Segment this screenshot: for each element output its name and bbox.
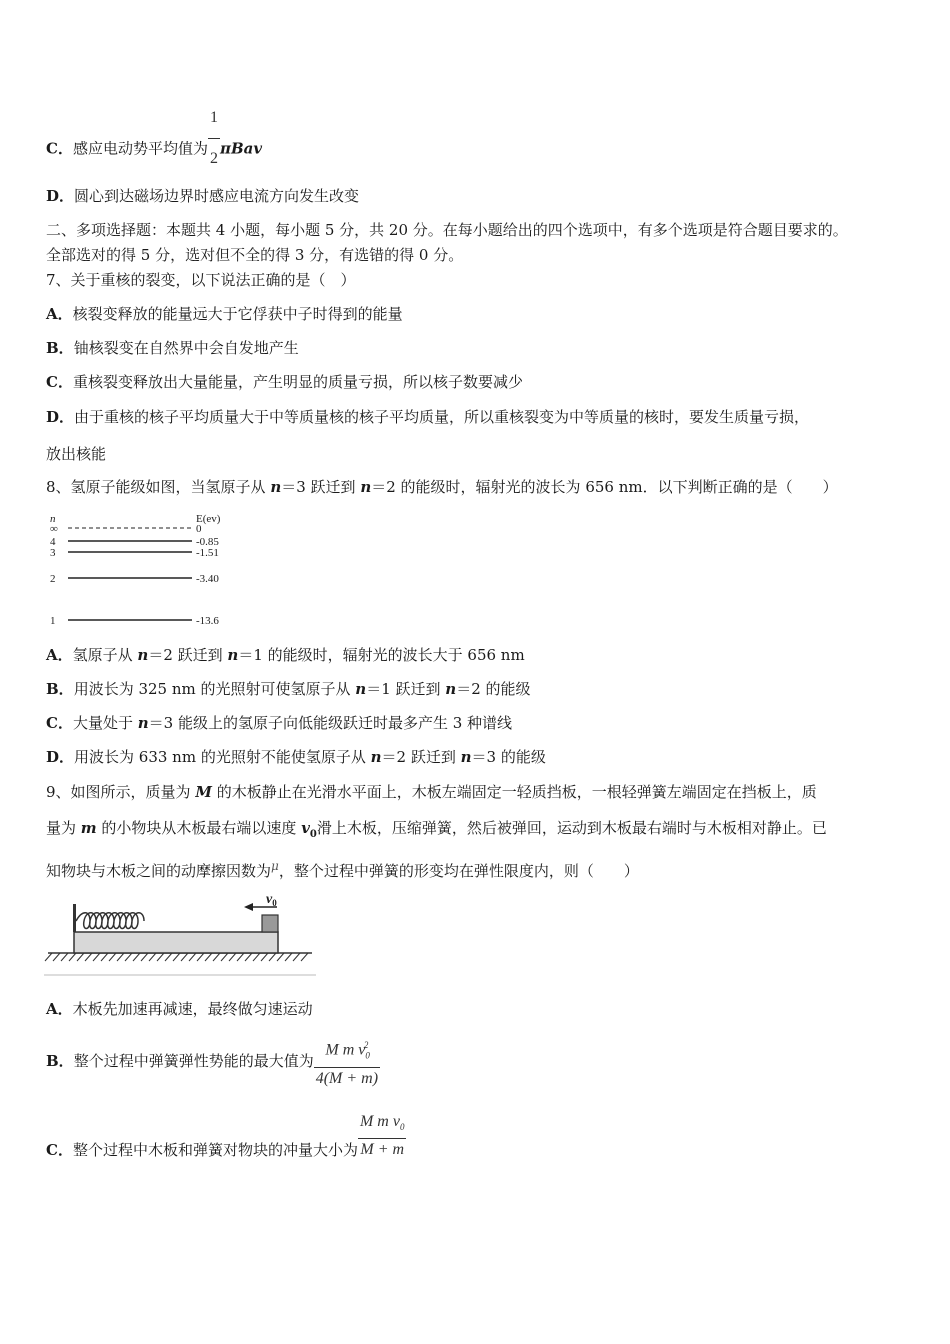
q8-stem: 8、氢原子能级如图，当氢原子从 n＝3 跃迁到 n＝2 的能级时，辐射光的波长为 656 nm．以下判断正确的是（ ） xyxy=(46,478,838,496)
q7-option-b xyxy=(46,338,299,358)
hatch-mark xyxy=(181,953,188,961)
level-n-label: ∞ xyxy=(50,523,58,535)
formula-tail: πBav xyxy=(219,139,263,158)
small-block xyxy=(262,915,278,932)
q7-option-c xyxy=(46,372,523,392)
option-label: A． xyxy=(46,305,73,323)
option-label: B． xyxy=(46,680,74,698)
q9-stem-line3: 知物块与木板之间的动摩擦因数为$^\mu$，整个过程中弹簧的形变均在弹性限度内，则（ ） xyxy=(46,859,639,880)
option-label: C． xyxy=(46,139,73,158)
section-heading-line1: 二、多项选择题：本题共 4 小题，每小题 5 分，共 20 分。在每小题给出的四个选项中，有多个选项是符合题目要求的。 xyxy=(46,221,848,239)
var-m: m xyxy=(80,819,97,837)
hatch-mark xyxy=(125,953,132,961)
q7-stem: 7、关于重核的裂变，以下说法正确的是（ ） xyxy=(46,271,356,289)
q8-option-c: C．大量处于 n＝3 能级上的氢原子向低能级跃迁时最多产生 3 种谱线 xyxy=(46,714,513,732)
section-heading-line2: 全部选对的得 5 分，选对但不全的得 3 分，有选错的得 0 分。 xyxy=(46,246,464,264)
var-mu: μ xyxy=(271,859,279,873)
option-label: A． xyxy=(46,646,73,664)
fraction-one-half: $\frac{1}{2}$ xyxy=(208,98,220,179)
option-label: D． xyxy=(46,408,75,426)
q9-option-b xyxy=(46,1032,380,1090)
hatch-mark xyxy=(237,953,244,961)
q9-stem-line1: 9、如图所示，质量为 M 的木板静止在光滑水平面上，木板左端固定一轻质挡板，一根轻弹簧左端固定在挡板上，质 xyxy=(46,783,817,801)
level-n-label: 4 xyxy=(50,536,56,548)
q6-option-d xyxy=(46,186,359,206)
option-label: B． xyxy=(46,1052,74,1070)
level-n-label: 1 xyxy=(50,615,56,627)
hatch-mark xyxy=(269,953,276,961)
hatch-mark xyxy=(61,953,68,961)
q7-option-a xyxy=(46,304,403,324)
wooden-board xyxy=(74,932,278,953)
fraction-numerator: M m $v_0$ xyxy=(359,1112,405,1133)
option-text: 整个过程中弹簧弹性势能的最大值为 xyxy=(73,1052,314,1070)
level-n-label: 3 xyxy=(50,547,56,559)
hatch-mark xyxy=(229,953,236,961)
fraction-numerator: M m $v_0^2$ xyxy=(325,1040,370,1061)
hatch-mark xyxy=(293,953,300,961)
option-text: 核裂变释放的能量远大于它俘获中子时得到的能量 xyxy=(72,305,403,323)
fraction-denominator: 4(M + m) xyxy=(314,1067,380,1090)
hatch-mark xyxy=(197,953,204,961)
level-energy-label: -0.85 xyxy=(196,536,219,548)
q8-option-d: D．用波长为 633 nm 的光照射不能使氢原子从 n＝2 跃迁到 n＝3 的能级 xyxy=(46,748,546,766)
q7-option-d xyxy=(46,407,809,427)
level-energy-label: 0 xyxy=(196,523,202,535)
var-v: v xyxy=(301,819,310,837)
option-label: D． xyxy=(46,748,75,766)
level-energy-label: -13.6 xyxy=(196,615,219,627)
option-label: B． xyxy=(46,339,74,357)
q9-option-c xyxy=(46,1112,406,1188)
option-text: 圆心到达磁场边界时感应电流方向发生改变 xyxy=(74,187,360,205)
level-energy-label: -1.51 xyxy=(196,547,219,559)
hatch-mark xyxy=(133,953,140,961)
option-text: 感应电动势平均值为 xyxy=(72,139,208,158)
hatch-mark xyxy=(277,953,284,961)
energy-level-diagram xyxy=(44,508,244,630)
hatch-mark xyxy=(253,953,260,961)
hatch-mark xyxy=(77,953,84,961)
ground-hatching xyxy=(45,953,308,961)
q9-option-a xyxy=(46,999,313,1019)
option-text: 由于重核的核子平均质量大于中等质量核的核子平均质量，所以重核裂变为中等质量的核时，要发生质量亏损， xyxy=(74,408,810,426)
board-spring-figure xyxy=(44,890,324,980)
n-axis-header: n xyxy=(50,513,56,525)
hatch-mark xyxy=(261,953,268,961)
hatch-mark xyxy=(205,953,212,961)
var-n: n xyxy=(270,478,282,496)
hatch-mark xyxy=(45,953,52,961)
energy-levels xyxy=(50,523,219,627)
hatch-mark xyxy=(69,953,76,961)
hatch-mark xyxy=(285,953,292,961)
hatch-mark xyxy=(221,953,228,961)
level-n-label: 2 xyxy=(50,573,56,585)
option-label: D． xyxy=(46,187,75,205)
q6-option-c xyxy=(46,109,263,179)
velocity-label: $v_0$ xyxy=(266,892,277,908)
arrow-head-icon xyxy=(244,903,253,911)
option-label: C． xyxy=(46,1141,73,1159)
hatch-mark xyxy=(245,953,252,961)
option-label: C． xyxy=(46,714,73,732)
q9-stem-line2: 量为 m 的小物块从木板最右端以速度 $v_0$滑上木板，压缩弹簧，然后被弹回，运动到木板最右端时与木板相对静止。已 xyxy=(46,819,827,840)
var-M: M xyxy=(195,783,212,801)
hatch-mark xyxy=(101,953,108,961)
hatch-mark xyxy=(141,953,148,961)
hatch-mark xyxy=(189,953,196,961)
hatch-mark xyxy=(85,953,92,961)
fraction-max-elastic-energy xyxy=(314,1034,380,1090)
energy-axis-header: E(ev) xyxy=(196,513,221,525)
hatch-mark xyxy=(109,953,116,961)
hatch-mark xyxy=(53,953,60,961)
option-label: C． xyxy=(46,373,73,391)
var-n: n xyxy=(360,478,372,496)
hatch-mark xyxy=(149,953,156,961)
q8-option-b: B．用波长为 325 nm 的光照射可使氢原子从 n＝1 跃迁到 n＝2 的能级 xyxy=(46,680,531,698)
fraction-impulse xyxy=(358,1111,406,1161)
hatch-mark xyxy=(165,953,172,961)
option-text: 整个过程中木板和弹簧对物块的冲量大小为 xyxy=(72,1141,358,1159)
fraction-denominator: M + m xyxy=(358,1138,406,1161)
q8-option-a: A．氢原子从 n＝2 跃迁到 n＝1 的能级时，辐射光的波长大于 656 nm xyxy=(46,646,525,664)
stopper-plate xyxy=(73,904,76,932)
spring xyxy=(76,913,144,929)
hatch-mark xyxy=(117,953,124,961)
option-text: 重核裂变释放出大量能量，产生明显的质量亏损，所以核子数要减少 xyxy=(72,373,523,391)
level-energy-label: -3.40 xyxy=(196,573,219,585)
hatch-mark xyxy=(157,953,164,961)
option-text: 木板先加速再减速，最终做匀速运动 xyxy=(72,1000,313,1018)
hatch-mark xyxy=(173,953,180,961)
option-label: A． xyxy=(46,1000,73,1018)
hatch-mark xyxy=(301,953,308,961)
q7-option-d-continued: 放出核能 xyxy=(46,445,107,463)
option-text: 铀核裂变在自然界中会自发地产生 xyxy=(73,339,299,357)
hatch-mark xyxy=(213,953,220,961)
hatch-mark xyxy=(93,953,100,961)
